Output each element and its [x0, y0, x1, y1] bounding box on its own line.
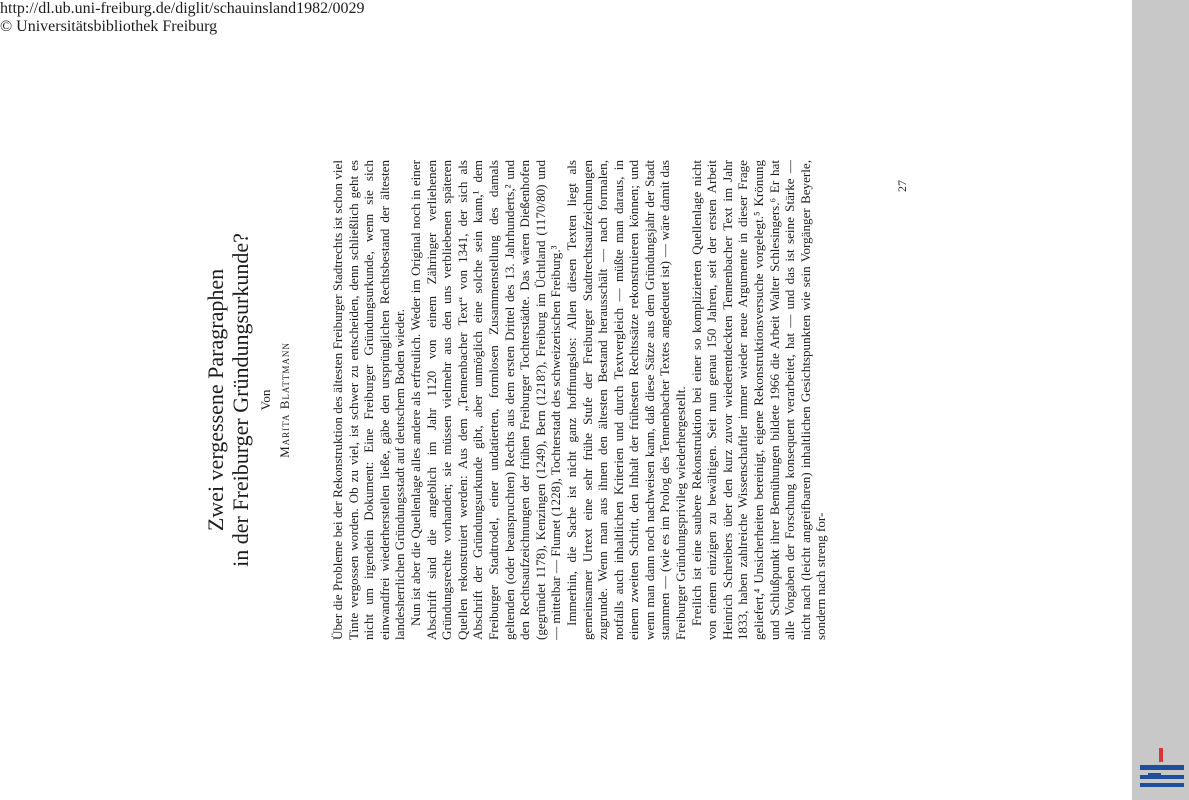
author-last-name: Blattmann	[277, 342, 292, 410]
viewer-sidebar	[1132, 0, 1189, 800]
paragraph: Über die Probleme bei der Rekonstruktion des ältesten Freiburger Stadtrechts ist schon viel Tinte vergossen worden. Ob zu viel, ist schwer zu entscheiden, denn schließlich geht es nicht um irgendein Dokument: Eine Freiburger Gründungsurkunde, wenn sie sich einwandfrei wiederherstellen ließe, gäbe den ursprünglichen Rechtsbestand der ältesten landesherrlichen Gründungsstadt auf deutschem Boden wieder.	[330, 160, 408, 640]
copyright-notice: © Universitätsbibliothek Freiburg	[0, 18, 218, 35]
title-line-2: in der Freiburger Gründungsurkunde?	[228, 233, 253, 567]
article-body	[330, 160, 829, 640]
paragraph: Immerhin, die Sache ist nicht ganz hoffnungslos: Allen diesen Texten liegt als gemeinsamer Urtext eine sehr frühe Stufe der Freiburger Stadtrechtsaufzeichnungen zugrunde. Wenn man aus ihnen den ältesten Bestand herausschält — nach formalen, notfalls auch inhaltlichen Kriterien und durch Textvergleich — müßte man daraus, in einem zweiten Schritt, den Inhalt der frühesten Rechtssätze rekonstruieren können; und wenn man dann noch nachweisen kann, daß diese Sätze aus dem Gründungsjahr der Stadt stammen — (wie es im Prolog des Tennenbacher Textes angedeutet ist) — wäre damit das Freiburger Gründungsprivileg wiederhergestellt.	[563, 160, 689, 640]
permalink-url[interactable]: http://dl.ub.uni-freiburg.de/diglit/schauinsland1982/0029	[0, 0, 365, 17]
paragraph: Nun ist aber die Quellenlage alles andere als erfreulich. Weder im Original noch in einer Abschrift sind die angeblich im Jahr 1120 von einem Zähringer verliehenen Gründungsrechte vorhanden; sie müssen vielmehr aus den uns verbliebenen späteren Quellen rekonstruiert werden: Aus dem „Tennenbacher Text“ von 1341, der sich als Abschrift der Gründungsurkunde gibt, aber unmöglich eine solche sein kann,¹ dem Freiburger Stadtrodel, einer undatierten, formlosen Zusammenstellung des damals geltenden (oder beanspruchten) Rechts aus dem ersten Drittel des 13. Jahrhunderts,² und den Rechtsaufzeichnungen der frühen Freiburger Tochterstädte. Das wären Dießenhofen (gegründet 1178), Kenzingen (1249), Bern (1218?), Freiburg im Üchtland (1170/80) und — mittelbar — Flumet (1228), Tochterstadt des schweizerischen Freiburg.³	[407, 160, 564, 640]
byline-von: Von	[258, 389, 273, 411]
title-line-1: Zwei vergessene Paragraphen	[203, 268, 228, 532]
paragraph: Freilich ist eine saubere Rekonstruktion bei einer so komplizierten Quellenlage nicht von einem einzigen zu bewältigen. Seit nun genau 150 Jahren, seit der ersten Arbeit Heinrich Schreibers über den kurz zuvor wiederentdeckten Tennenbacher Text im Jahr 1833, haben zahlreiche Wissenschaftler immer wieder neue Argumente in dieser Frage geliefert,⁴ Unsicherheiten bereinigt, eigene Rekonstruktionsversuche vorgelegt.⁵ Krönung und Schlußpunkt ihrer Bemühungen bildete 1966 die Arbeit Walter Schlesingers.⁶ Er hat alle Vorgaben der Forschung konsequent verarbeitet, hat — und das ist seine Stärke — nicht nach (leicht angreifbaren) inhaltlichen Gesichtspunkten wie sein Vorgänger Beyerle, sondern nach streng for-	[688, 160, 829, 640]
page-number: 27	[895, 180, 909, 192]
author-first-name: Marita	[277, 413, 292, 458]
ub-freiburg-logo-icon	[1140, 746, 1184, 790]
author-name	[272, 90, 297, 710]
